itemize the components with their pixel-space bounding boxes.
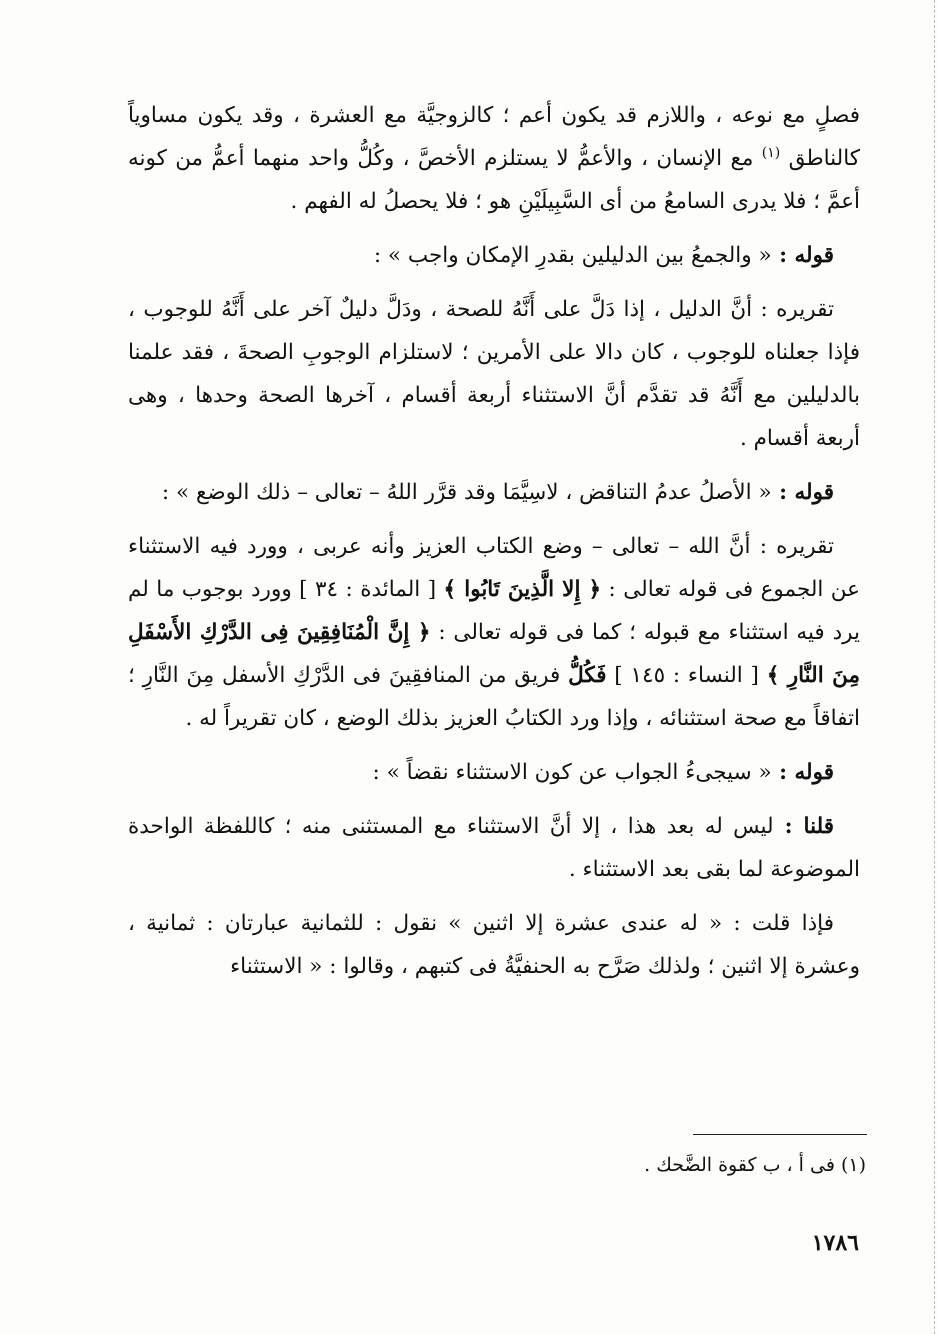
- paragraph: [128, 94, 860, 223]
- paragraph: [128, 234, 860, 277]
- quran-verse: فَكُلُّ: [568, 663, 607, 688]
- quoted-keyword: قوله :: [771, 480, 834, 505]
- main-text: [128, 94, 860, 999]
- quran-verse: ﴿ إِلا الَّذِينَ تَابُوا ﴾: [443, 577, 602, 602]
- quoted-keyword: قوله :: [771, 243, 834, 268]
- footnote-reference: (١): [761, 144, 781, 161]
- paragraph: [128, 751, 860, 794]
- footnote-separator: [693, 1134, 867, 1135]
- paragraph: [128, 525, 860, 740]
- scan-edge-divider: [934, 0, 935, 1334]
- text-segment: ليس له بعد هذا ، إلا أنَّ الاستثناء مع المستثنى منه ؛ كاللفظة الواحدة الموضوعة لما بقى بعد الاستثناء .: [128, 814, 860, 882]
- text-segment: « الأصلُ عدمُ التناقض ، لاسِيَّمَا وقد قرَّر اللهُ – تعالى – ذلك الوضع » :: [161, 480, 772, 505]
- text-segment: تقريره : أنَّ الله – تعالى – وضع الكتاب العزيز وأنه عربى ، وورد فيه الاستثناء عن الجموع فى قوله تعالى :: [128, 534, 861, 602]
- paragraph: [128, 805, 860, 891]
- text-segment: [ المائدة : ٣٤ ] وورد بوجوب ما لم يرد فيه استثناء مع قبوله ؛ كما فى قوله تعالى :: [128, 577, 860, 645]
- paragraph: [128, 471, 860, 514]
- footnote: (١) فى أ ، ب كقوة الضَّحك .: [644, 1154, 866, 1176]
- quran-verse: ﴿ إِنَّ الْمُنَافِقِينَ فِى الدَّرْكِ الأَسْفَلِ مِنَ النَّارِ ﴾: [128, 620, 860, 688]
- quoted-keyword: قوله :: [771, 760, 834, 785]
- text-segment: فصلٍ مع نوعه ، واللازم قد يكون أعم ؛ كالزوجيَّة مع العشرة ، وقد يكون مساوياً كالناطق: [128, 103, 860, 171]
- paragraph: [128, 902, 860, 988]
- text-segment: تقريره : أنَّ الدليل ، إذا دَلَّ على أَنَّهُ للصحة ، ودَلَّ دليلٌ آخر على أَنَّهُ للوجوب ، فإذا جعلناه للوجوب ، كان دالا على الأمرين ؛ لاستلزام الوجوبِ الصحةَ ، فقد علمنا بالدليلين مع أَنَّهُ قد تقدَّم أنَّ الاستثناء أربعة أقسام ، آخرها الصحة وحدها ، وهى أربعة أقسام .: [128, 297, 860, 451]
- page-number: ١٧٨٦: [811, 1230, 859, 1256]
- text-segment: فإذا قلت : « له عندى عشرة إلا اثنين » نقول : للثمانية عبارتان : ثمانية ، وعشرة إلا اثنين ؛ ولذلك صَرَّح به الحنفيَّةُ فى كتبهم ، وقالوا : « الاستثناء: [128, 911, 860, 979]
- text-segment: « والجمعُ بين الدليلين بقدرِ الإمكان واجب » :: [373, 243, 772, 268]
- text-segment: « سيجىءُ الجواب عن كون الاستثناء نقضاً » :: [372, 760, 772, 785]
- text-segment: [ النساء : ١٤٥ ]: [606, 663, 767, 688]
- text-segment: مع الإنسان ، والأعمُّ لا يستلزم الأخصَّ ، وكُلُّ واحد منهما أعمُّ من كونه أعمَّ ؛ فلا يدرى السامعُ من أى السَّبِيلَيْنِ هو ؛ فلا يحصلُ له الفهم .: [128, 146, 860, 214]
- paragraph: [128, 288, 860, 460]
- quoted-keyword: قلنا :: [773, 814, 834, 839]
- text-segment: فريق من المنافقِينَ فى الدَّرْكِ الأسفل مِنَ النَّارِ ؛ اتفاقاً مع صحة استثنائه ، وإذا ورد الكتابُ العزيز بذلك الوضع ، كان تقريراً له .: [128, 663, 860, 731]
